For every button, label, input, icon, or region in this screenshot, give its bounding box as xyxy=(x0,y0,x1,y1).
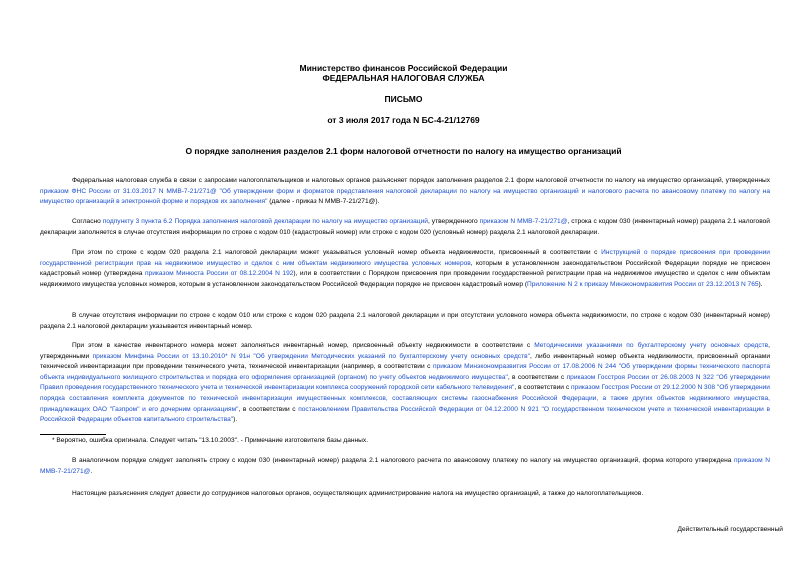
footnote: * Вероятно, ошибка оригинала. Следует читать "13.10.2003". - Примечание изготовителя базы данных. xyxy=(52,437,369,444)
p5-text-f: , в соответствии с xyxy=(238,405,299,413)
link-government-decree-921[interactable]: постановлением Правительства Российской Федерации от 04.12.2000 N 921 "О государственном техническом учете и технической инвентаризации в Российской Федерации объектов капитального строительства" xyxy=(40,405,770,424)
p6-text-b: . xyxy=(90,467,93,475)
paragraph-3 xyxy=(40,248,770,290)
ministry-name: Министерство финансов Российской Федерации xyxy=(299,63,508,73)
link-minek-order-244[interactable]: приказом Минэкономразвития России от 17.08.2006 N 244 "Об утверждении формы технического паспорта объекта индивидуального жилищного строительства и порядка его оформления организацией (органом) по учету объектов недвижимого имущества" xyxy=(40,363,770,381)
paragraph-7: Настоящие разъяснения следует довести до сотрудников налоговых органов, осуществляющих администрирование налога на имущество организаций, а также до налогоплательщиков. xyxy=(72,490,644,497)
p2-text-b: , утвержденного xyxy=(427,218,480,225)
document-type: ПИСЬМО xyxy=(384,94,423,104)
paragraph-4: В случае отсутствия информации по строке с кодом 010 или строке с кодом 020 раздела 2.1 налоговой декларации и при отсутствии условного номера объекта недвижимости, по строке с кодом 030 (инвентарный номер) раздела 2.1 налоговой декларации указывается инвентарный номер. xyxy=(40,312,770,330)
p3-text-c: ), или в соответствии с Порядком присвоения при проведении государственной регистрации прав на недвижимое имущество и сделок с ним объектам недвижимого имущества условных номеров, которым в установленном законодательством Российской Федерации порядке не присвоен кадастровый номер ( xyxy=(40,270,770,288)
p1-text-a: Федеральная налоговая служба в связи с запросами налогоплательщиков и налоговых органов разъясняет порядок заполнения разделов 2.1 форм налоговой отчетности по налогу на имущество организаций, утвержденных xyxy=(72,177,770,184)
link-minfin-order-91n[interactable]: приказом Минфина России от 13.10.2010* N 91н "Об утверждении Методических указаний по бухгалтерскому учету основных средств" xyxy=(92,352,530,360)
p5-text-d: , в соответствии с xyxy=(507,373,567,381)
p5-text-a: При этом в качестве инвентарного номера может заполняться инвентарный номер, присвоенный объекту недвижимости в соответствии с xyxy=(72,342,535,349)
paragraph-6 xyxy=(40,456,770,477)
link-instruction-conditional-numbers[interactable]: Инструкцией о порядке присвоения при проведении государственной регистрации прав на недвижимое имущество и сделок с ним объектам недвижимого имущества условных номеров xyxy=(40,249,770,267)
p6-text-a: В аналогичном порядке следует заполнять строку с кодом 030 (инвентарный номер) раздела 2.1 налогового расчета по авансовому платежу по налогу на имущество организаций, форма которого утверждена xyxy=(72,457,734,464)
p5-text-c: , либо инвентарный номер объекта недвижимости, присвоенный органами технической инвентаризации при проведении технического учета, технической инвентаризации (например, в соответствии с xyxy=(40,352,771,371)
link-subpoint-3-point-6-2[interactable]: подпункту 3 пункта 6.2 Порядка заполнения налоговой декларации по налогу на имущество организаций xyxy=(102,218,428,225)
link-appendix-2-order-765[interactable]: Приложение N 2 к приказу Минэкономразвития России от 23.12.2013 N 765 xyxy=(527,280,759,288)
link-minjust-order-192[interactable]: приказом Минюста России от 08.12.2004 N 192 xyxy=(144,270,294,278)
p3-text-a: При этом по строке с кодом 020 раздела 2.1 налоговой декларации может указываться условный номер объекта недвижимости, присвоенный в соответствии с xyxy=(72,249,602,256)
link-order-mmv-7-21-271[interactable]: приказом ФНС России от 31.03.2017 N ММВ-7-21/271@ "Об утверждении форм и форматов представления налоговой декларации по налогу на имущество организаций и налогового расчета по авансовому платежу по налогу на имущество организаций в электронной форме и порядков их заполнения" xyxy=(40,187,770,206)
paragraph-5 xyxy=(40,341,770,426)
link-order-mmv-p6[interactable]: приказом N ММВ-7-21/271@ xyxy=(40,457,770,475)
p5-text-g: ). xyxy=(233,416,238,424)
link-gosstroy-order-308[interactable]: приказом Госстроя России от 29.12.2000 N 308 "Об утверждении порядка составления комплекта документов по технической инвентаризации имущественных комплексов, составляющих системы газоснабжения Российской Федерации, а также других объектов недвижимого имущества, принадлежащих ОАО "Газпром" и его дочерним организациям" xyxy=(40,384,770,413)
p3-text-d: ). xyxy=(758,280,763,288)
document-subject: О порядке заполнения разделов 2.1 форм налоговой отчетности по налогу на имущество организаций xyxy=(185,146,622,156)
p5-text-e: , в соответствии с xyxy=(514,384,571,392)
service-name: ФЕДЕРАЛЬНАЯ НАЛОГОВАЯ СЛУЖБА xyxy=(322,73,485,83)
p2-text-a: Согласно xyxy=(72,218,103,225)
p1-text-b: (далее - приказ N ММВ-7-21/271@). xyxy=(267,198,380,206)
paragraph-2 xyxy=(40,217,770,238)
link-gosstroy-order-322[interactable]: приказом Госстроя России от 26.08.2003 N 322 "Об утверждении Правил проведения государственного технического учета и технической инвентаризации комплекса сооружений городской сети кабельного телевидения" xyxy=(40,373,770,392)
link-methodical-guidelines[interactable]: Методическими указаниями по бухгалтерскому учету основных средств xyxy=(534,342,769,349)
p2-text-c: , строка с кодом 030 (инвентарный номер) раздела 2.1 налоговой декларации заполняется в случае отсутствия информации по строке с кодом 010 (кадастровый номер) или строке с кодом 020 (условный номер) раздела 2.1 налоговой декларации. xyxy=(40,218,770,236)
paragraph-1 xyxy=(40,176,770,208)
p5-text-b: , утвержденными xyxy=(40,342,770,360)
signature-title: Действительный государственный xyxy=(677,526,783,533)
document-date-number: от 3 июля 2017 года N БС-4-21/12769 xyxy=(327,115,480,125)
link-order-mmv[interactable]: приказом N ММВ-7-21/271@ xyxy=(479,218,568,225)
footnote-divider xyxy=(40,434,106,435)
p3-text-b: , которым в установленном законодательством Российской Федерации порядке не присвоен кадастровый номер (утверждена xyxy=(40,259,770,278)
